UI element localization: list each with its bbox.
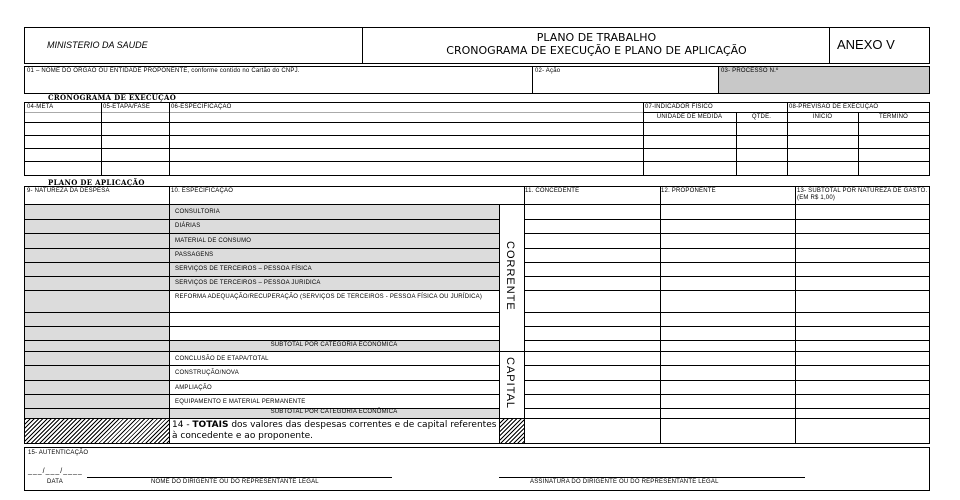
field-01-proponent[interactable]: 01 – NOME DO ÓRGÃO OU ENTIDADE PROPONENTE, conforme contido no Cartão do CNPJ.	[27, 68, 300, 74]
col-meta: 04-META	[27, 104, 54, 110]
date-label: DATA	[47, 479, 63, 485]
signature-line[interactable]	[499, 477, 805, 478]
item-ampliacao: AMPLIAÇÃO	[175, 385, 212, 391]
col-subtotal-natureza: 13- SUBTOTAL POR NATUREZA DE GASTO. (EM R$ 1,00)	[797, 188, 928, 201]
ministry-name: MINISTERIO DA SAUDE	[47, 40, 148, 50]
capital-label: CAPITAL	[504, 357, 516, 410]
totals-description	[172, 420, 498, 442]
totals-bold: TOTAIS	[192, 420, 229, 430]
authentication-title: 15- AUTENTICAÇÃO	[28, 450, 89, 456]
plano-value-cells[interactable]	[525, 205, 929, 443]
col-natureza: 9- NATUREZA DA DESPESA	[27, 188, 110, 194]
col-previsao: 08-PREVISÃO DE EXECUÇÃO	[789, 104, 879, 110]
totals-hatch-left	[25, 419, 169, 443]
item-servicos-pf: SERVIÇOS DE TERCEIROS – PESSOA FÍSICA	[175, 266, 312, 272]
totals-hatch-middle	[499, 419, 524, 443]
plano-title: PLANO DE APLICAÇÃO	[48, 178, 145, 187]
item-diarias: DIÁRIAS	[175, 223, 201, 229]
annex-label: ANEXO V	[837, 37, 895, 52]
cronograma-row[interactable]	[25, 136, 929, 148]
col-inicio: INÍCIO	[812, 114, 833, 120]
plano-table	[24, 186, 930, 444]
field-03-processo[interactable]	[719, 67, 929, 93]
totals-prefix: 14 -	[172, 420, 193, 430]
date-line[interactable]: ___/___/____	[28, 468, 83, 475]
col-especificacao: 06-ESPECIFICAÇÃO	[171, 104, 232, 110]
col-etapa: 05-ETAPA/FASE	[103, 104, 151, 110]
col-qtde: QTDE.	[751, 114, 772, 120]
field-02-acao[interactable]: 02- Ação	[535, 68, 561, 74]
item-material-consumo: MATERIAL DE CONSUMO	[175, 238, 252, 244]
signature-label: ASSINATURA DO DIRIGENTE OU DO REPRESENTANTE LEGAL	[530, 479, 719, 485]
item-reforma: REFORMA ADEQUAÇÃO/RECUPERAÇÃO (SERVIÇOS DE TERCEIROS - PESSOA FÍSICA OU JURÍDICA)	[175, 294, 483, 300]
cronograma-title: CRONOGRAMA DE EXECUÇÃO	[48, 93, 177, 102]
item-passagens: PASSAGENS	[175, 252, 214, 258]
authentication-box	[24, 447, 930, 491]
cronograma-row[interactable]	[25, 162, 929, 174]
form-title-line2: CRONOGRAMA DE EXECUÇÃO E PLANO DE APLICAÇÃO	[446, 44, 747, 57]
cronograma-row[interactable]	[25, 123, 929, 135]
corrente-label: CORRENTE	[504, 241, 516, 311]
form-title-line1: PLANO DE TRABALHO	[536, 31, 657, 44]
totals-text: dos valores das despesas correntes e de capital referentes à concedente e ao proponente.	[172, 420, 497, 441]
item-equipamento: EQUIPAMENTO E MATERIAL PERMANENTE	[175, 399, 306, 405]
cronograma-row[interactable]	[25, 149, 929, 161]
item-consultoria: CONSULTORIA	[175, 209, 220, 215]
col-unidade: UNIDADE DE MEDIDA	[656, 114, 723, 120]
col-concedente: 11. CONCEDENTE	[525, 188, 580, 194]
item-servicos-pj: SERVIÇOS DE TERCEIROS – PESSOA JURIDICA	[175, 280, 321, 286]
subtotal-corrente: SUBTOTAL POR CATEGORIA ECONÔMICA	[270, 342, 398, 348]
form-title	[363, 31, 830, 57]
name-label: NOME DO DIRIGENTE OU DO REPRESENTANTE LEGAL	[151, 479, 319, 485]
col-termino: TÉRMINO	[878, 114, 909, 120]
item-conclusao: CONCLUSÃO DE ETAPA/TOTAL	[175, 356, 269, 362]
cronograma-table	[24, 102, 930, 176]
col-proponente: 12. PROPONENTE	[661, 188, 716, 194]
col-especificacao-plano: 10. ESPECIFICAÇÃO	[171, 188, 234, 194]
item-construcao: CONSTRUÇÃO/NOVA	[175, 370, 239, 376]
subtotal-capital: SUBTOTAL POR CATEGORIA ECONÔMICA	[270, 409, 398, 415]
form-header	[24, 27, 930, 64]
identification-row	[24, 66, 930, 94]
name-signature-line[interactable]	[87, 477, 392, 478]
field-03-label: 03- PROCESSO N.º	[721, 68, 779, 74]
col-indicador: 07-INDICADOR FÍSICO	[645, 104, 713, 110]
